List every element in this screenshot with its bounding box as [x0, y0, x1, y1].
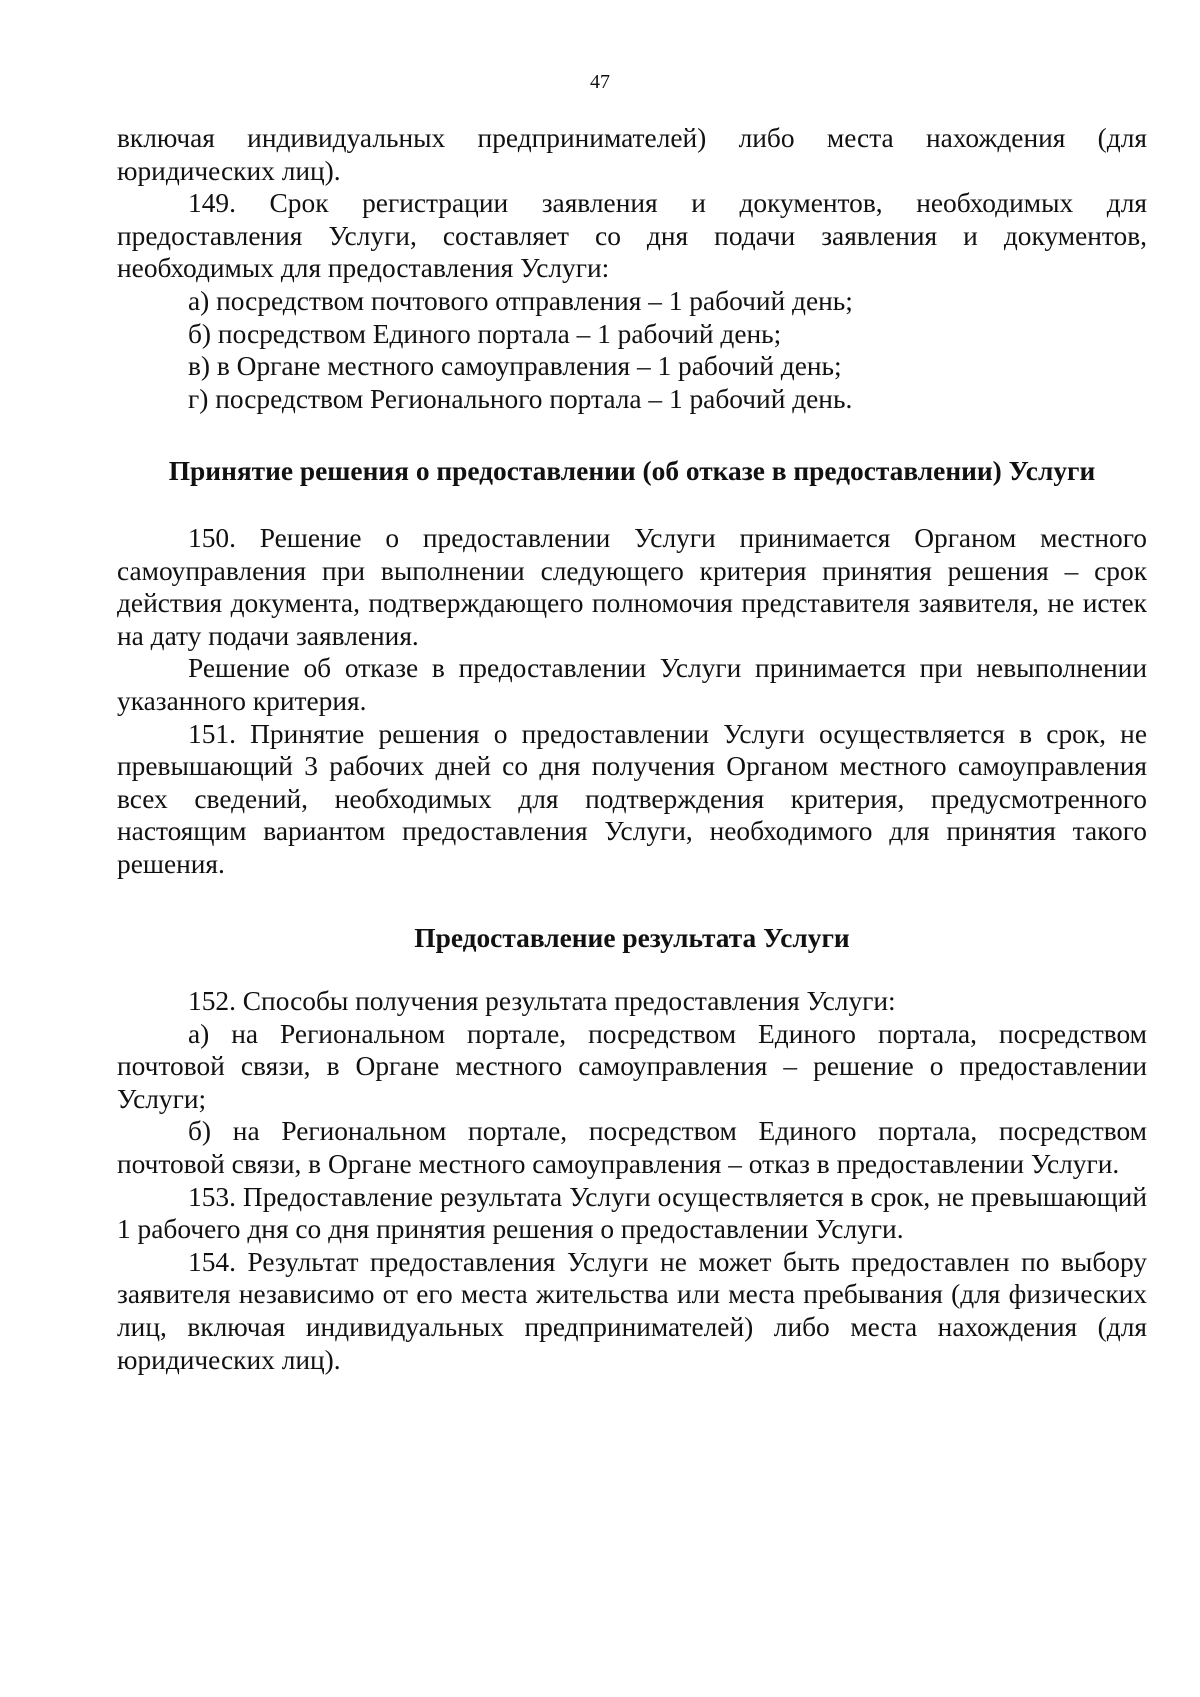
paragraph-149: 149. Срок регистрации заявления и документов, необходимых для предоставления Услуги, составляет со дня подачи заявления и документов, необходимых для предоставления Услуги:	[117, 188, 1147, 284]
page-content	[117, 122, 1147, 1376]
paragraph-150: 150. Решение о предоставлении Услуги принимается Органом местного самоуправления при выполнении следующего критерия принятия решения – срок действия документа, подтверждающего полномочия представителя заявителя, не истек на дату подачи заявления.	[117, 522, 1147, 651]
paragraph-continuation: включая индивидуальных предпринимателей) либо места нахождения (для юридических лиц).	[117, 123, 1147, 186]
list-item-152-a: а) на Региональном портале, посредством Единого портала, посредством почтовой связи, в Органе местного самоуправления – решение о предоставлении Услуги;	[117, 1018, 1147, 1114]
paragraph-152: 152. Способы получения результата предоставления Услуги:	[188, 986, 896, 1017]
list-item-149-a: а) посредством почтового отправления – 1 рабочий день;	[188, 285, 853, 316]
list-item-152-b: б) на Региональном портале, посредством Единого портала, посредством почтовой связи, в Органе местного самоуправления – отказ в предоставлении Услуги.	[117, 1116, 1147, 1180]
page-number: 47	[590, 71, 610, 93]
paragraph-151: 151. Принятие решения о предоставлении Услуги осуществляется в срок, не превышающий 3 рабочих дней со дня получения Органом местного самоуправления всех сведений, необходимых для подтверждения критерия, предусмотренного настоящим вариантом предоставления Услуги, необходимого для принятия такого решения.	[117, 718, 1147, 879]
list-item-149-b: б) посредством Единого портала – 1 рабочий день;	[188, 318, 782, 349]
paragraph-153: 153. Предоставление результата Услуги осуществляется в срок, не превышающий 1 рабочего дня со дня принятия решения о предоставлении Услуги.	[117, 1181, 1147, 1245]
paragraph-150-refusal: Решение об отказе в предоставлении Услуги принимается при невыполнении указанного критерия.	[117, 653, 1147, 716]
section-heading-result: Предоставление результата Услуги	[414, 923, 850, 954]
paragraph-154: 154. Результат предоставления Услуги не может быть предоставлен по выбору заявителя независимо от его места жительства или места пребывания (для физических лиц, включая индивидуальных предпринимателей) либо места нахождения (для юридических лиц).	[117, 1246, 1147, 1375]
list-item-149-g: г) посредством Регионального портала – 1 рабочий день.	[188, 383, 853, 414]
list-item-149-v: в) в Органе местного самоуправления – 1 рабочий день;	[188, 351, 842, 382]
section-heading-decision: Принятие решения о предоставлении (об отказе в предоставлении) Услуги	[168, 456, 1096, 487]
